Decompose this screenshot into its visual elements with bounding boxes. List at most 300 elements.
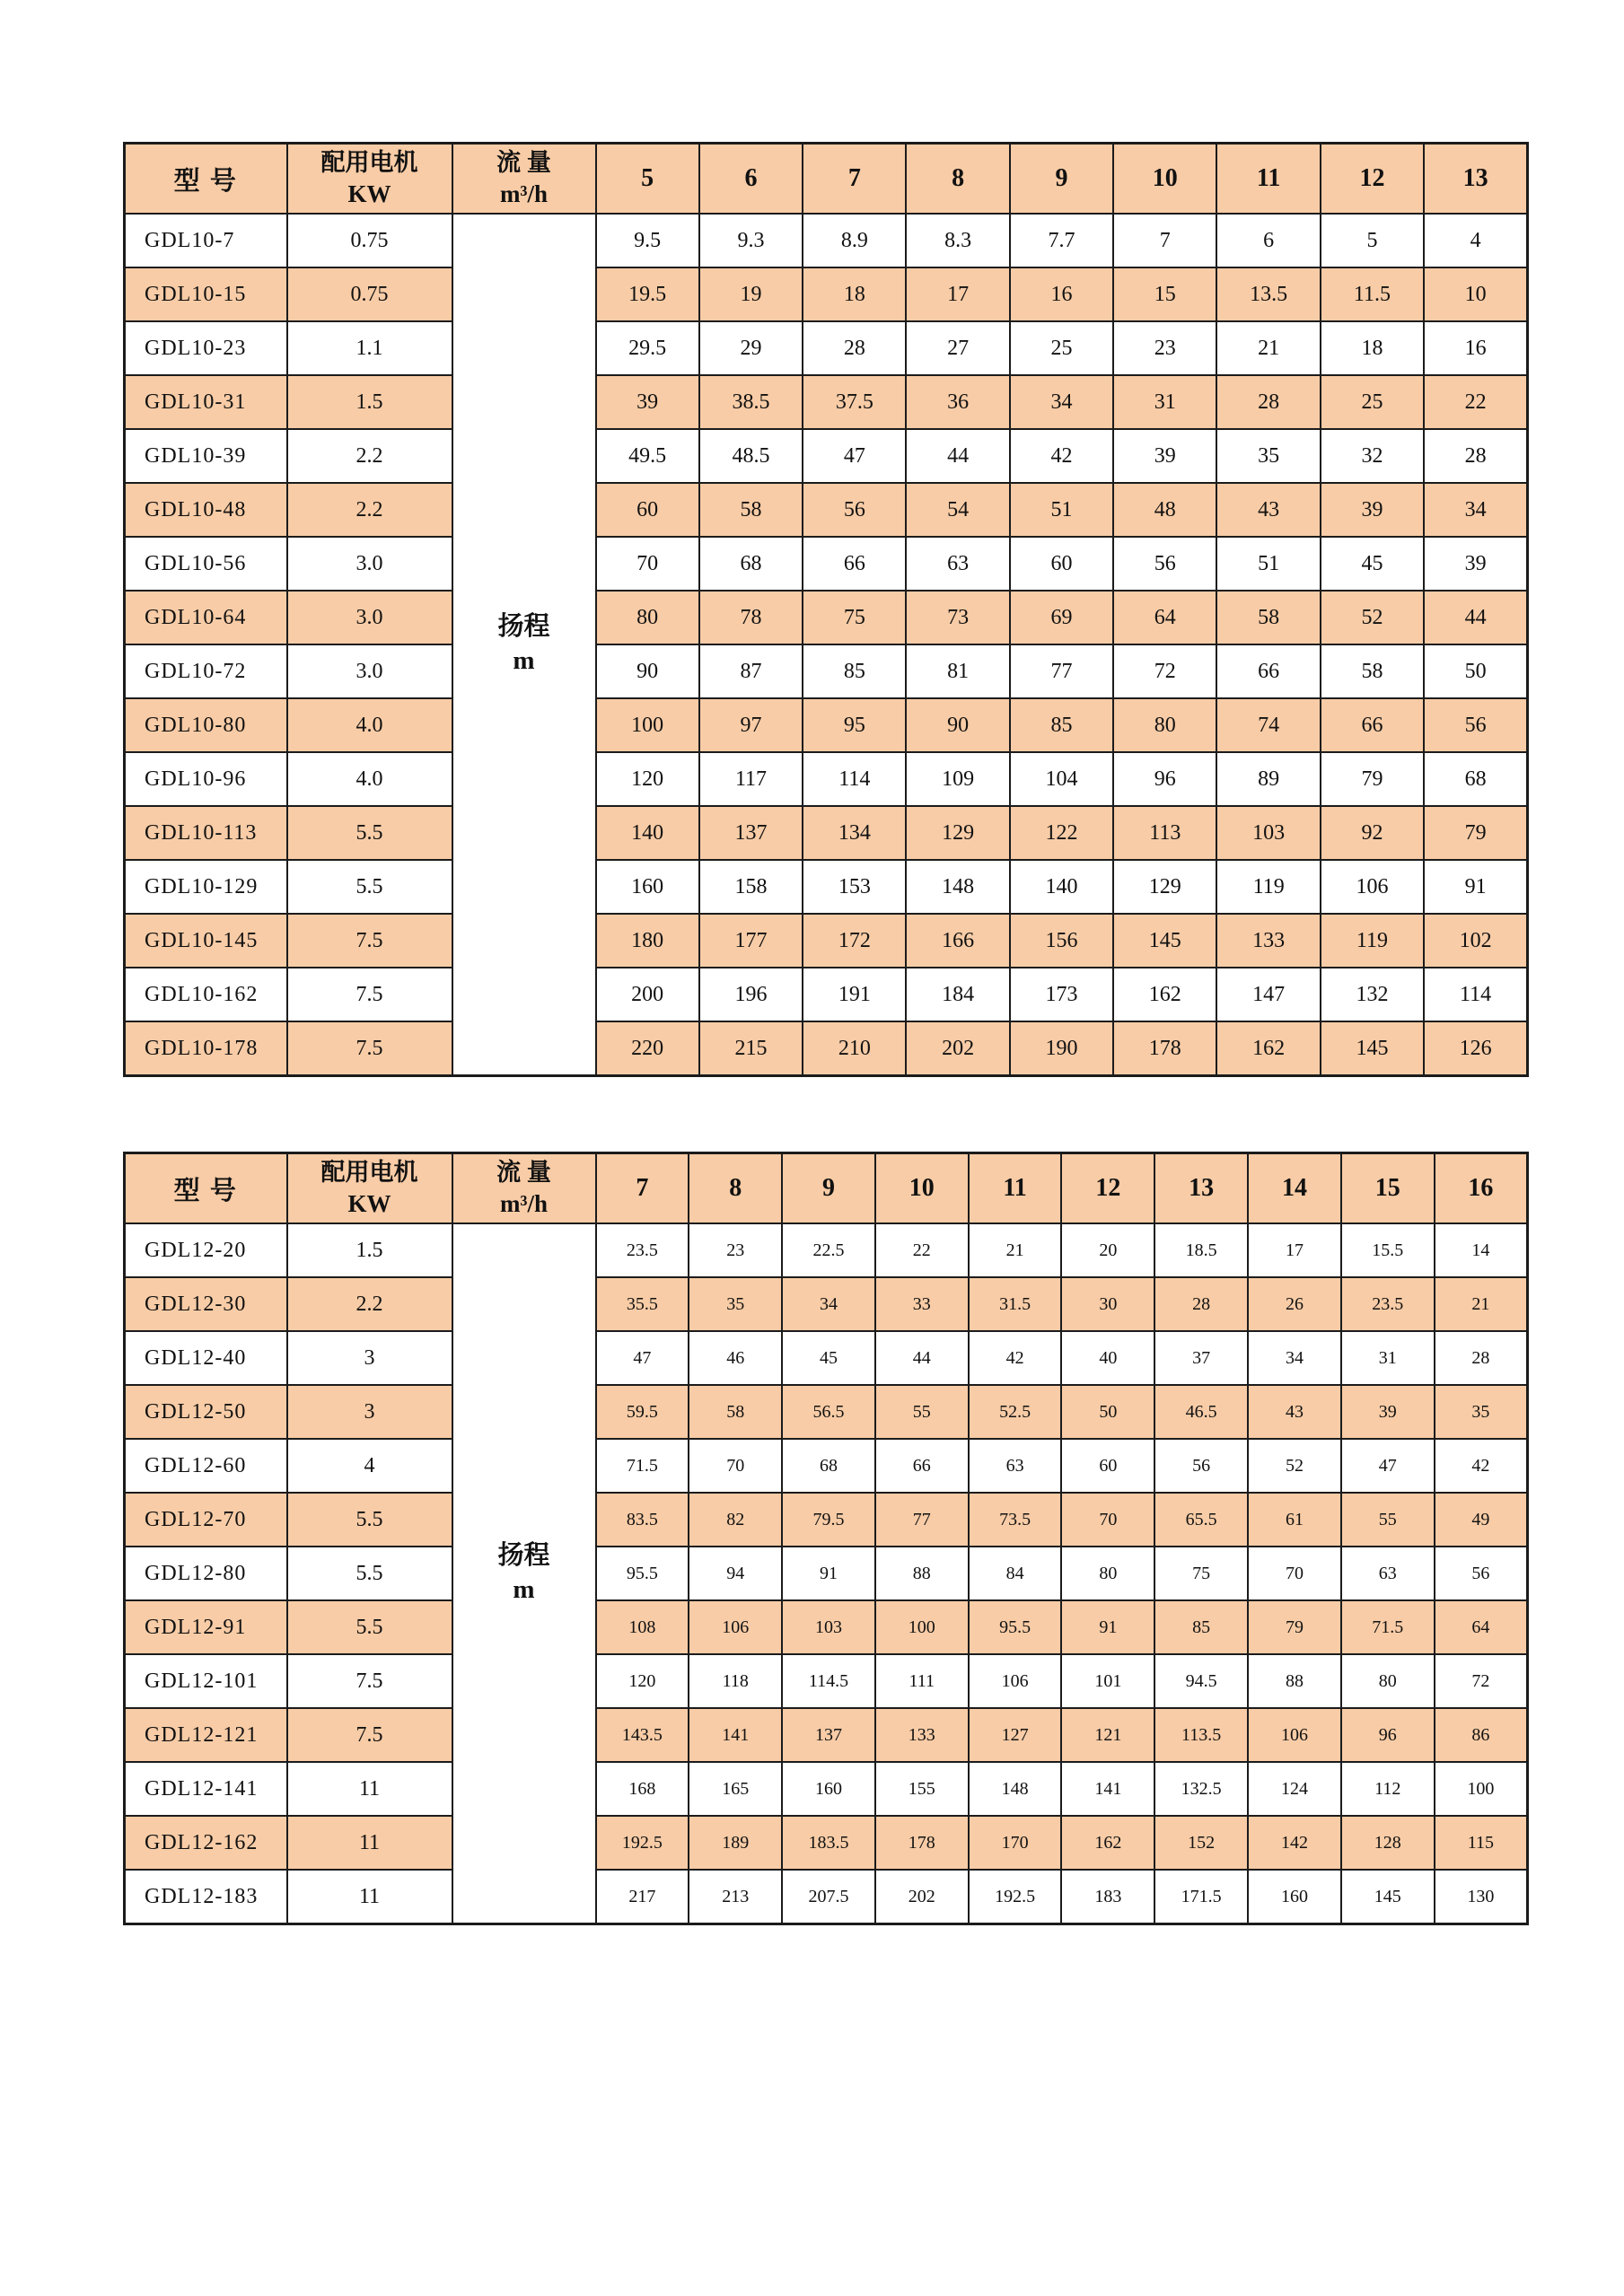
head-value-cell: 25 xyxy=(1321,375,1424,429)
head-unit-label-line1: 扬程 xyxy=(497,1541,550,1571)
table-row xyxy=(125,1708,1528,1762)
model-cell: GDL10-7 xyxy=(125,214,287,267)
head-value-cell: 45 xyxy=(782,1331,875,1385)
head-value-cell: 171.5 xyxy=(1154,1870,1248,1924)
head-value-cell: 196 xyxy=(699,968,803,1021)
head-value-cell: 166 xyxy=(906,914,1009,968)
motor-kw-column-header-line2: KW xyxy=(347,1190,391,1217)
head-value-cell: 75 xyxy=(803,591,906,644)
head-value-cell: 37.5 xyxy=(803,375,906,429)
motor-kw-cell: 4.0 xyxy=(287,698,452,752)
head-value-cell: 52.5 xyxy=(969,1385,1062,1439)
head-value-cell: 68 xyxy=(1424,752,1527,806)
head-value-cell: 45 xyxy=(1321,537,1424,591)
head-value-cell: 120 xyxy=(596,1654,689,1708)
table-row xyxy=(125,1385,1528,1439)
flow-value-column-header: 11 xyxy=(1216,144,1320,215)
flow-column-header-line1: 流 量 xyxy=(496,148,551,176)
header-row xyxy=(125,144,1528,215)
head-value-cell: 18.5 xyxy=(1154,1223,1248,1277)
head-unit-label-line1: 扬程 xyxy=(497,612,550,642)
head-value-cell: 113 xyxy=(1113,806,1216,860)
head-value-cell: 28 xyxy=(803,321,906,375)
motor-kw-cell: 2.2 xyxy=(287,429,452,483)
head-value-cell: 118 xyxy=(689,1654,782,1708)
head-value-cell: 51 xyxy=(1216,537,1320,591)
head-value-cell: 55 xyxy=(875,1385,969,1439)
head-value-cell: 117 xyxy=(699,752,803,806)
head-value-cell: 162 xyxy=(1061,1816,1154,1870)
flow-column-header-line1: 流 量 xyxy=(496,1158,551,1186)
head-value-cell: 91 xyxy=(1424,860,1527,914)
head-value-cell: 215 xyxy=(699,1021,803,1076)
head-value-cell: 114 xyxy=(1424,968,1527,1021)
table-row xyxy=(125,1021,1528,1076)
head-value-cell: 9.5 xyxy=(596,214,699,267)
head-value-cell: 102 xyxy=(1424,914,1527,968)
table-row xyxy=(125,375,1528,429)
head-value-cell: 79 xyxy=(1321,752,1424,806)
head-value-cell: 52 xyxy=(1248,1439,1341,1493)
head-value-cell: 33 xyxy=(875,1277,969,1331)
head-value-cell: 74 xyxy=(1216,698,1320,752)
head-value-cell: 77 xyxy=(875,1493,969,1547)
table-row xyxy=(125,1439,1528,1493)
head-value-cell: 51 xyxy=(1010,483,1113,537)
head-value-cell: 66 xyxy=(1216,644,1320,698)
head-value-cell: 128 xyxy=(1341,1816,1435,1870)
motor-kw-cell: 5.5 xyxy=(287,860,452,914)
head-value-cell: 55 xyxy=(1341,1493,1435,1547)
head-value-cell: 58 xyxy=(699,483,803,537)
head-value-cell: 22 xyxy=(875,1223,969,1277)
head-value-cell: 80 xyxy=(596,591,699,644)
table-row xyxy=(125,1223,1528,1277)
head-value-cell: 16 xyxy=(1010,267,1113,321)
motor-kw-cell: 7.5 xyxy=(287,1708,452,1762)
head-value-cell: 88 xyxy=(1248,1654,1341,1708)
head-value-cell: 63 xyxy=(969,1439,1062,1493)
head-value-cell: 92 xyxy=(1321,806,1424,860)
head-value-cell: 114 xyxy=(803,752,906,806)
motor-kw-cell: 3 xyxy=(287,1385,452,1439)
head-value-cell: 4 xyxy=(1424,214,1527,267)
head-value-cell: 7.7 xyxy=(1010,214,1113,267)
gdl12-head-table xyxy=(123,1152,1529,1925)
head-value-cell: 69 xyxy=(1010,591,1113,644)
model-cell: GDL10-39 xyxy=(125,429,287,483)
head-value-cell: 15.5 xyxy=(1341,1223,1435,1277)
flow-value-column-header: 7 xyxy=(596,1153,689,1224)
head-value-cell: 111 xyxy=(875,1654,969,1708)
motor-kw-cell: 4.0 xyxy=(287,752,452,806)
head-value-cell: 79 xyxy=(1248,1600,1341,1654)
head-value-cell: 86 xyxy=(1435,1708,1528,1762)
head-value-cell: 94.5 xyxy=(1154,1654,1248,1708)
motor-kw-cell: 4 xyxy=(287,1439,452,1493)
head-value-cell: 68 xyxy=(782,1439,875,1493)
head-value-cell: 20 xyxy=(1061,1223,1154,1277)
head-value-cell: 18 xyxy=(1321,321,1424,375)
head-value-cell: 47 xyxy=(596,1331,689,1385)
head-value-cell: 28 xyxy=(1154,1277,1248,1331)
model-cell: GDL10-178 xyxy=(125,1021,287,1076)
head-value-cell: 60 xyxy=(1061,1439,1154,1493)
motor-kw-cell: 3.0 xyxy=(287,537,452,591)
table-row xyxy=(125,860,1528,914)
head-value-cell: 34 xyxy=(782,1277,875,1331)
flow-column-header-line2: m³/h xyxy=(499,180,549,207)
model-cell: GDL10-96 xyxy=(125,752,287,806)
head-value-cell: 189 xyxy=(689,1816,782,1870)
model-cell: GDL10-162 xyxy=(125,968,287,1021)
flow-value-column-header: 10 xyxy=(875,1153,969,1224)
flow-column-header xyxy=(452,1153,596,1224)
head-value-cell: 97 xyxy=(699,698,803,752)
table-row xyxy=(125,1547,1528,1600)
head-value-cell: 29.5 xyxy=(596,321,699,375)
head-value-cell: 88 xyxy=(875,1547,969,1600)
motor-kw-column-header xyxy=(287,144,452,215)
head-value-cell: 10 xyxy=(1424,267,1527,321)
head-value-cell: 83.5 xyxy=(596,1493,689,1547)
head-value-cell: 26 xyxy=(1248,1277,1341,1331)
model-cell: GDL12-80 xyxy=(125,1547,287,1600)
head-value-cell: 106 xyxy=(689,1600,782,1654)
model-cell: GDL10-23 xyxy=(125,321,287,375)
head-value-cell: 77 xyxy=(1010,644,1113,698)
head-unit-label-line2: m xyxy=(513,1575,535,1604)
flow-column-header-line2: m³/h xyxy=(499,1190,549,1217)
head-value-cell: 70 xyxy=(1248,1547,1341,1600)
head-value-cell: 39 xyxy=(1113,429,1216,483)
head-value-cell: 18 xyxy=(803,267,906,321)
head-value-cell: 75 xyxy=(1154,1547,1248,1600)
head-value-cell: 39 xyxy=(1341,1385,1435,1439)
head-value-cell: 47 xyxy=(1341,1439,1435,1493)
head-value-cell: 15 xyxy=(1113,267,1216,321)
model-cell: GDL12-162 xyxy=(125,1816,287,1870)
motor-kw-column-header-line1: 配用电机 xyxy=(320,1158,418,1186)
flow-value-column-header: 12 xyxy=(1061,1153,1154,1224)
head-value-cell: 191 xyxy=(803,968,906,1021)
head-value-cell: 31 xyxy=(1341,1331,1435,1385)
table-row xyxy=(125,591,1528,644)
head-value-cell: 58 xyxy=(689,1385,782,1439)
head-value-cell: 202 xyxy=(875,1870,969,1924)
head-value-cell: 184 xyxy=(906,968,1009,1021)
flow-value-column-header: 12 xyxy=(1321,144,1424,215)
head-value-cell: 72 xyxy=(1113,644,1216,698)
head-value-cell: 183.5 xyxy=(782,1816,875,1870)
motor-kw-cell: 5.5 xyxy=(287,1547,452,1600)
head-value-cell: 50 xyxy=(1424,644,1527,698)
head-value-cell: 19.5 xyxy=(596,267,699,321)
model-cell: GDL10-64 xyxy=(125,591,287,644)
head-value-cell: 100 xyxy=(596,698,699,752)
head-value-cell: 66 xyxy=(875,1439,969,1493)
head-value-cell: 42 xyxy=(1435,1439,1528,1493)
head-value-cell: 153 xyxy=(803,860,906,914)
head-value-cell: 36 xyxy=(906,375,1009,429)
head-value-cell: 142 xyxy=(1248,1816,1341,1870)
head-value-cell: 95.5 xyxy=(596,1547,689,1600)
head-value-cell: 49 xyxy=(1435,1493,1528,1547)
head-value-cell: 32 xyxy=(1321,429,1424,483)
head-value-cell: 22 xyxy=(1424,375,1527,429)
head-value-cell: 132 xyxy=(1321,968,1424,1021)
flow-value-column-header: 14 xyxy=(1248,1153,1341,1224)
head-value-cell: 71.5 xyxy=(596,1439,689,1493)
head-value-cell: 9.3 xyxy=(699,214,803,267)
table-row xyxy=(125,1493,1528,1547)
table-row xyxy=(125,1816,1528,1870)
motor-kw-column-header xyxy=(287,1153,452,1224)
gdl10-head-table xyxy=(123,142,1529,1077)
motor-kw-cell: 2.2 xyxy=(287,1277,452,1331)
motor-kw-cell: 0.75 xyxy=(287,267,452,321)
head-value-cell: 127 xyxy=(969,1708,1062,1762)
head-value-cell: 115 xyxy=(1435,1816,1528,1870)
model-cell: GDL10-31 xyxy=(125,375,287,429)
motor-kw-column-header-line2: KW xyxy=(347,180,391,207)
head-value-cell: 113.5 xyxy=(1154,1708,1248,1762)
head-value-cell: 126 xyxy=(1424,1021,1527,1076)
head-value-cell: 192.5 xyxy=(969,1870,1062,1924)
head-value-cell: 122 xyxy=(1010,806,1113,860)
head-value-cell: 66 xyxy=(1321,698,1424,752)
motor-kw-cell: 7.5 xyxy=(287,1654,452,1708)
model-cell: GDL12-91 xyxy=(125,1600,287,1654)
head-value-cell: 21 xyxy=(1216,321,1320,375)
head-value-cell: 101 xyxy=(1061,1654,1154,1708)
head-value-cell: 39 xyxy=(596,375,699,429)
head-value-cell: 31.5 xyxy=(969,1277,1062,1331)
head-value-cell: 100 xyxy=(875,1600,969,1654)
table-row xyxy=(125,644,1528,698)
motor-kw-cell: 11 xyxy=(287,1762,452,1816)
motor-kw-cell: 2.2 xyxy=(287,483,452,537)
flow-value-column-header: 8 xyxy=(906,144,1009,215)
head-value-cell: 124 xyxy=(1248,1762,1341,1816)
head-unit-label xyxy=(452,214,596,1076)
table-row xyxy=(125,806,1528,860)
head-value-cell: 25 xyxy=(1010,321,1113,375)
motor-kw-cell: 1.1 xyxy=(287,321,452,375)
head-value-cell: 207.5 xyxy=(782,1870,875,1924)
head-value-cell: 104 xyxy=(1010,752,1113,806)
head-value-cell: 106 xyxy=(1248,1708,1341,1762)
head-value-cell: 71.5 xyxy=(1341,1600,1435,1654)
head-value-cell: 34 xyxy=(1424,483,1527,537)
motor-kw-cell: 11 xyxy=(287,1816,452,1870)
head-unit-label-line2: m xyxy=(513,646,535,675)
head-value-cell: 170 xyxy=(969,1816,1062,1870)
head-value-cell: 119 xyxy=(1321,914,1424,968)
head-value-cell: 103 xyxy=(782,1600,875,1654)
flow-value-column-header: 13 xyxy=(1154,1153,1248,1224)
head-value-cell: 35 xyxy=(1216,429,1320,483)
head-value-cell: 8.9 xyxy=(803,214,906,267)
head-value-cell: 48 xyxy=(1113,483,1216,537)
head-value-cell: 70 xyxy=(596,537,699,591)
head-value-cell: 35 xyxy=(1435,1385,1528,1439)
head-value-cell: 19 xyxy=(699,267,803,321)
head-value-cell: 210 xyxy=(803,1021,906,1076)
head-value-cell: 60 xyxy=(1010,537,1113,591)
model-column-header: 型 号 xyxy=(125,1153,287,1224)
head-value-cell: 34 xyxy=(1010,375,1113,429)
head-value-cell: 16 xyxy=(1424,321,1527,375)
head-value-cell: 73 xyxy=(906,591,1009,644)
head-value-cell: 73.5 xyxy=(969,1493,1062,1547)
motor-kw-cell: 7.5 xyxy=(287,1021,452,1076)
head-value-cell: 23 xyxy=(689,1223,782,1277)
head-value-cell: 119 xyxy=(1216,860,1320,914)
head-value-cell: 148 xyxy=(969,1762,1062,1816)
head-value-cell: 58 xyxy=(1216,591,1320,644)
head-value-cell: 42 xyxy=(969,1331,1062,1385)
head-value-cell: 8.3 xyxy=(906,214,1009,267)
motor-kw-cell: 0.75 xyxy=(287,214,452,267)
table-row xyxy=(125,429,1528,483)
head-value-cell: 121 xyxy=(1061,1708,1154,1762)
head-value-cell: 162 xyxy=(1113,968,1216,1021)
flow-value-column-header: 5 xyxy=(596,144,699,215)
head-value-cell: 23 xyxy=(1113,321,1216,375)
head-value-cell: 129 xyxy=(1113,860,1216,914)
header-row xyxy=(125,1153,1528,1224)
head-value-cell: 43 xyxy=(1216,483,1320,537)
head-value-cell: 44 xyxy=(1424,591,1527,644)
head-value-cell: 82 xyxy=(689,1493,782,1547)
head-value-cell: 46 xyxy=(689,1331,782,1385)
head-value-cell: 5 xyxy=(1321,214,1424,267)
head-value-cell: 21 xyxy=(1435,1277,1528,1331)
model-cell: GDL10-15 xyxy=(125,267,287,321)
head-value-cell: 81 xyxy=(906,644,1009,698)
head-value-cell: 180 xyxy=(596,914,699,968)
head-value-cell: 145 xyxy=(1321,1021,1424,1076)
motor-kw-cell: 3 xyxy=(287,1331,452,1385)
head-value-cell: 44 xyxy=(875,1331,969,1385)
motor-kw-cell: 5.5 xyxy=(287,806,452,860)
head-value-cell: 44 xyxy=(906,429,1009,483)
head-value-cell: 56 xyxy=(1113,537,1216,591)
model-cell: GDL10-80 xyxy=(125,698,287,752)
head-value-cell: 6 xyxy=(1216,214,1320,267)
table-row xyxy=(125,321,1528,375)
head-value-cell: 160 xyxy=(782,1762,875,1816)
head-value-cell: 70 xyxy=(1061,1493,1154,1547)
head-value-cell: 56 xyxy=(1424,698,1527,752)
head-value-cell: 95.5 xyxy=(969,1600,1062,1654)
head-value-cell: 152 xyxy=(1154,1816,1248,1870)
head-value-cell: 85 xyxy=(1010,698,1113,752)
head-value-cell: 23.5 xyxy=(596,1223,689,1277)
head-value-cell: 91 xyxy=(782,1547,875,1600)
head-value-cell: 89 xyxy=(1216,752,1320,806)
head-value-cell: 162 xyxy=(1216,1021,1320,1076)
motor-kw-cell: 1.5 xyxy=(287,375,452,429)
head-value-cell: 23.5 xyxy=(1341,1277,1435,1331)
head-value-cell: 202 xyxy=(906,1021,1009,1076)
head-value-cell: 160 xyxy=(1248,1870,1341,1924)
model-cell: GDL12-141 xyxy=(125,1762,287,1816)
head-value-cell: 7 xyxy=(1113,214,1216,267)
head-value-cell: 137 xyxy=(782,1708,875,1762)
head-value-cell: 168 xyxy=(596,1762,689,1816)
head-value-cell: 96 xyxy=(1341,1708,1435,1762)
head-value-cell: 130 xyxy=(1435,1870,1528,1924)
head-value-cell: 91 xyxy=(1061,1600,1154,1654)
model-cell: GDL10-145 xyxy=(125,914,287,968)
motor-kw-cell: 5.5 xyxy=(287,1493,452,1547)
head-value-cell: 21 xyxy=(969,1223,1062,1277)
flow-value-column-header: 11 xyxy=(969,1153,1062,1224)
model-cell: GDL10-72 xyxy=(125,644,287,698)
head-value-cell: 90 xyxy=(906,698,1009,752)
head-value-cell: 220 xyxy=(596,1021,699,1076)
flow-value-column-header: 10 xyxy=(1113,144,1216,215)
head-value-cell: 141 xyxy=(689,1708,782,1762)
head-value-cell: 52 xyxy=(1321,591,1424,644)
motor-kw-column-header-line1: 配用电机 xyxy=(320,148,418,176)
head-value-cell: 56.5 xyxy=(782,1385,875,1439)
head-value-cell: 78 xyxy=(699,591,803,644)
model-cell: GDL10-48 xyxy=(125,483,287,537)
head-value-cell: 213 xyxy=(689,1870,782,1924)
table-row xyxy=(125,914,1528,968)
head-value-cell: 61 xyxy=(1248,1493,1341,1547)
head-value-cell: 137 xyxy=(699,806,803,860)
table-row xyxy=(125,1762,1528,1816)
table-row xyxy=(125,267,1528,321)
model-cell: GDL12-30 xyxy=(125,1277,287,1331)
head-value-cell: 106 xyxy=(1321,860,1424,914)
head-value-cell: 79 xyxy=(1424,806,1527,860)
head-value-cell: 177 xyxy=(699,914,803,968)
head-value-cell: 14 xyxy=(1435,1223,1528,1277)
head-value-cell: 39 xyxy=(1321,483,1424,537)
motor-kw-cell: 3.0 xyxy=(287,591,452,644)
head-value-cell: 200 xyxy=(596,968,699,1021)
head-value-cell: 178 xyxy=(1113,1021,1216,1076)
head-value-cell: 66 xyxy=(803,537,906,591)
head-value-cell: 96 xyxy=(1113,752,1216,806)
head-value-cell: 38.5 xyxy=(699,375,803,429)
head-value-cell: 85 xyxy=(1154,1600,1248,1654)
head-value-cell: 54 xyxy=(906,483,1009,537)
flow-value-column-header: 16 xyxy=(1435,1153,1528,1224)
head-value-cell: 68 xyxy=(699,537,803,591)
model-column-header: 型 号 xyxy=(125,144,287,215)
head-value-cell: 129 xyxy=(906,806,1009,860)
head-value-cell: 140 xyxy=(1010,860,1113,914)
flow-value-column-header: 8 xyxy=(689,1153,782,1224)
head-value-cell: 11.5 xyxy=(1321,267,1424,321)
head-value-cell: 133 xyxy=(1216,914,1320,968)
head-value-cell: 94 xyxy=(689,1547,782,1600)
head-value-cell: 80 xyxy=(1061,1547,1154,1600)
head-value-cell: 84 xyxy=(969,1547,1062,1600)
head-value-cell: 56 xyxy=(803,483,906,537)
motor-kw-cell: 1.5 xyxy=(287,1223,452,1277)
head-value-cell: 17 xyxy=(1248,1223,1341,1277)
head-value-cell: 56 xyxy=(1154,1439,1248,1493)
head-value-cell: 87 xyxy=(699,644,803,698)
model-cell: GDL12-183 xyxy=(125,1870,287,1924)
